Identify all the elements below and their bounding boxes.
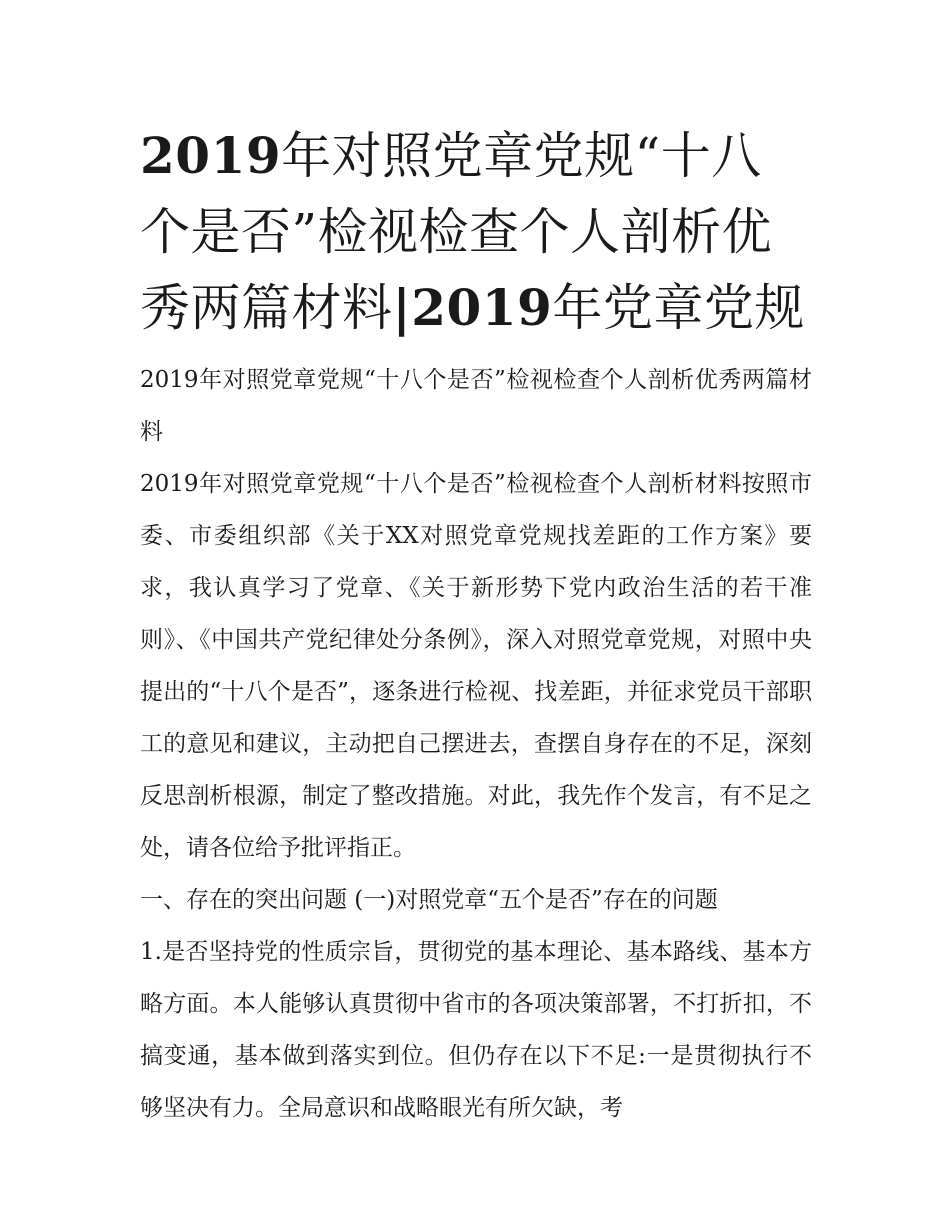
body-paragraph: 1.是否坚持党的性质宗旨，贯彻党的基本理论、基本路线、基本方略方面。本人能够认真贯彻中省市的各项决策部署，不打折扣，不搞变通，基本做到落实到位。但仍存在以下不足:一是贯彻执行不够坚决有力。全局意识和战略眼光有所欠缺，考	[140, 939, 812, 1121]
title-text: 年对照党章党规“十八个是否”检视检查个人剖析优秀两篇材料	[140, 127, 773, 337]
subtitle-paragraph: 2019年对照党章党规“十八个是否”检视检查个人剖析优秀两篇材料	[140, 367, 812, 445]
title-year-suffix: |2019	[392, 278, 553, 337]
intro-paragraph: 2019年对照党章党规“十八个是否”检视检查个人剖析材料按照市委、市委组织部《关于XX对照党章党规找差距的工作方案》要求，我认真学习了党章、《关于新形势下党内政治生活的若干准则》、《中国共产党纪律处分条例》，深入对照党章党规，对照中央提出的“十八个是否”，逐条进行检视、找差距，并征求党员干部职工的意见和建议，主动把自己摆进去，查摆自身存在的不足，深刻反思剖析根源，制定了整改措施。对此，我先作个发言，有不足之处，请各位给予批评指正。	[140, 471, 812, 861]
document-page	[140, 118, 812, 1134]
title-text-suffix: 年党章党规	[552, 279, 805, 337]
title-year: 2019	[140, 126, 282, 185]
section-heading: 一、存在的突出问题 (一)对照党章“五个是否”存在的问题	[140, 887, 718, 913]
document-title	[140, 118, 812, 346]
